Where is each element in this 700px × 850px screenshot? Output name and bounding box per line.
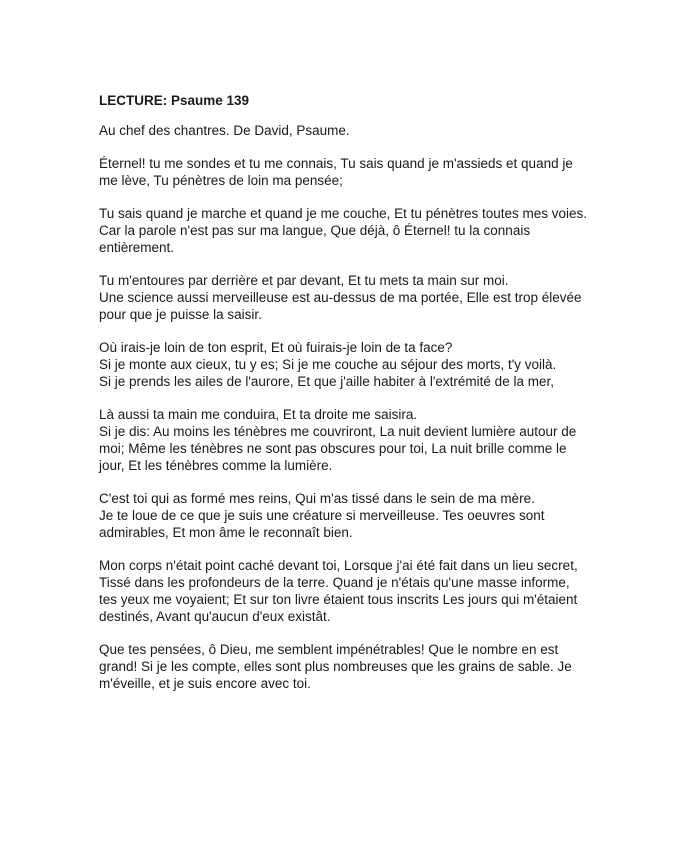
text-line: C'est toi qui as formé mes reins, Qui m'as tissé dans le sein de ma mère. (99, 491, 535, 506)
text-line: grand! Si je les compte, elles sont plus nombreuses que les grains de sable. Je (99, 659, 572, 674)
text-line: jour, Et les ténèbres comme la lumière. (99, 458, 333, 473)
paragraph (99, 406, 605, 474)
paragraph (99, 339, 605, 390)
text-line: Tu m'entoures par derrière et par devant, Et tu mets ta main sur moi. (99, 273, 509, 288)
text-line: pour que je puisse la saisir. (99, 307, 262, 322)
text-line: Si je prends les ailes de l'aurore, Et que j'aille habiter à l'extrémité de la mer, (99, 374, 554, 389)
text-line: destinés, Avant qu'aucun d'eux existât. (99, 609, 331, 624)
paragraph (99, 557, 605, 625)
text-line: Que tes pensées, ô Dieu, me semblent impénétrables! Que le nombre en est (99, 642, 559, 657)
paragraph (99, 205, 605, 256)
text-line: Car la parole n'est pas sur ma langue, Que déjà, ô Éternel! tu la connais (99, 223, 531, 238)
text-line: Mon corps n'était point caché devant toi, Lorsque j'ai été fait dans un lieu secret, (99, 558, 578, 573)
document-page (99, 92, 605, 708)
text-line: me lève, Tu pénètres de loin ma pensée; (99, 173, 343, 188)
paragraph (99, 155, 605, 189)
text-line: tes yeux me voyaient; Et sur ton livre étaient tous inscrits Les jours qui m'étaient (99, 592, 578, 607)
text-line: entièrement. (99, 240, 175, 255)
text-line: Si je dis: Au moins les ténèbres me couvriront, La nuit devient lumière autour de (99, 424, 577, 439)
paragraph (99, 122, 605, 139)
paragraph (99, 490, 605, 541)
text-line: admirables, Et mon âme le reconnaît bien. (99, 525, 353, 540)
paragraph (99, 641, 605, 692)
text-line: Tu sais quand je marche et quand je me couche, Et tu pénètres toutes mes voies. (99, 206, 588, 221)
text-line: Si je monte aux cieux, tu y es; Si je me couche au séjour des morts, t'y voilà. (99, 357, 557, 372)
text-line: Une science aussi merveilleuse est au-dessus de ma portée, Elle est trop élevée (99, 290, 582, 305)
text-line: Au chef des chantres. De David, Psaume. (99, 123, 350, 138)
text-line: m'éveille, et je suis encore avec toi. (99, 676, 311, 691)
paragraph (99, 272, 605, 323)
text-line: Où irais-je loin de ton esprit, Et où fuirais-je loin de ta face? (99, 340, 453, 355)
document-body (99, 122, 605, 692)
text-line: moi; Même les ténèbres ne sont pas obscures pour toi, La nuit brille comme le (99, 441, 567, 456)
text-line: Je te loue de ce que je suis une créature si merveilleuse. Tes oeuvres sont (99, 508, 545, 523)
document-title: LECTURE: Psaume 139 (99, 93, 250, 108)
text-line: Là aussi ta main me conduira, Et ta droite me saisira. (99, 407, 418, 422)
text-line: Éternel! tu me sondes et tu me connais, Tu sais quand je m'assieds et quand je (99, 156, 573, 171)
text-line: Tissé dans les profondeurs de la terre. Quand je n'étais qu'une masse informe, (99, 575, 570, 590)
